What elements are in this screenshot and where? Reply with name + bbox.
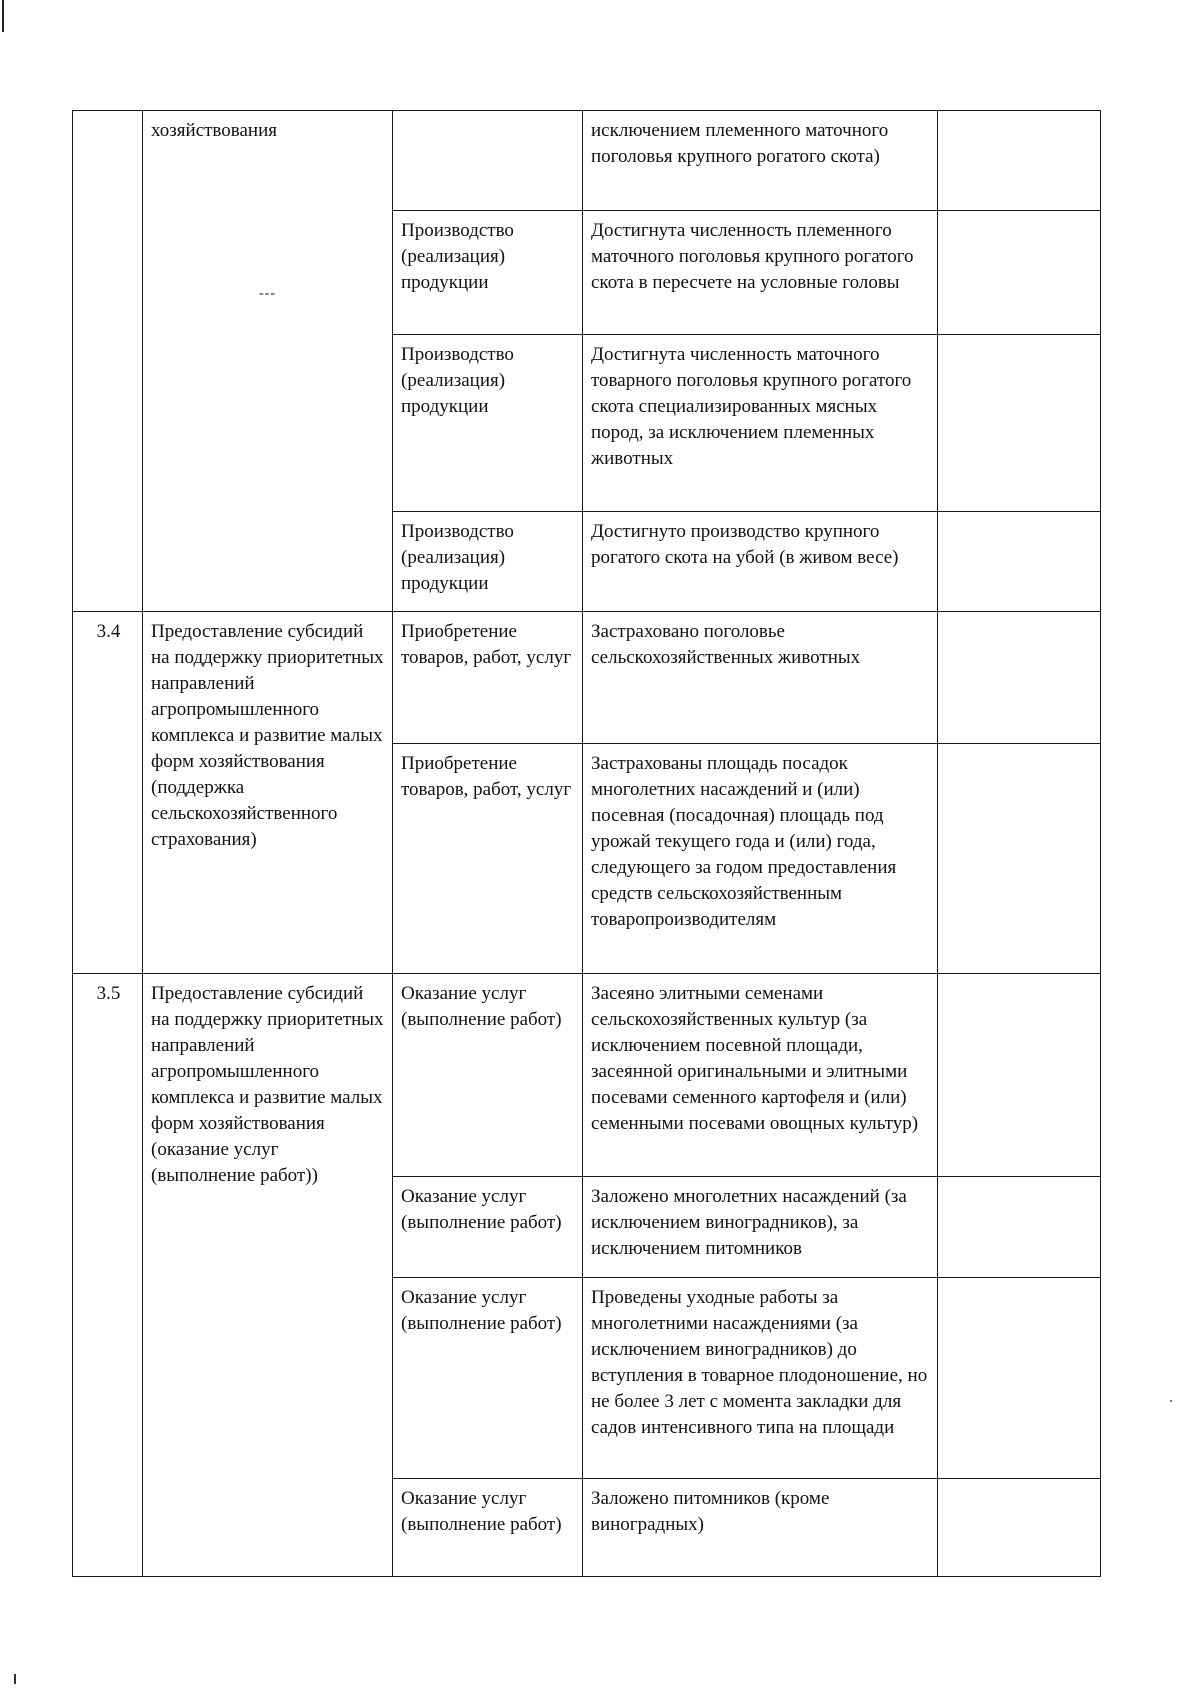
result-text-cell: Заложено питомников (кроме виноградных) (583, 1479, 938, 1577)
measures-table (72, 110, 1101, 1577)
result-text-cell: Застраховано поголовье сельскохозяйственных животных (583, 612, 938, 744)
table-row (73, 974, 1101, 1177)
empty-value-cell (938, 612, 1101, 744)
section-name-cell (143, 111, 393, 612)
result-type-cell: Производство (реализация) продукции (393, 512, 583, 612)
section-name-cell: Предоставление субсидий на поддержку приоритетных направлений агропромышленного комплекса и развитие малых форм хозяйствования (поддержка сельскохозяйственного страхования) (143, 612, 393, 974)
table-row (73, 111, 1101, 211)
dash-mark: --- (259, 286, 276, 301)
result-type-cell: Производство (реализация) продукции (393, 211, 583, 335)
result-text-cell: Достигнуто производство крупного рогатого скота на убой (в живом весе) (583, 512, 938, 612)
section-name-cell: Предоставление субсидий на поддержку приоритетных направлений агропромышленного комплекса и развитие малых форм хозяйствования (оказание услуг (выполнение работ)) (143, 974, 393, 1577)
result-type-cell: Оказание услуг (выполнение работ) (393, 1278, 583, 1479)
result-type-cell: Оказание услуг (выполнение работ) (393, 974, 583, 1177)
empty-value-cell (938, 1479, 1101, 1577)
empty-value-cell (938, 111, 1101, 211)
result-text-cell: Достигнута численность маточного товарного поголовья крупного рогатого скота специализированных мясных пород, за исключением племенных животных (583, 335, 938, 512)
result-text-cell: Засеяно элитными семенами сельскохозяйственных культур (за исключением посевной площади, засеянной оригинальными и элитными посевами семенного картофеля и (или) семенными посевами овощных культур) (583, 974, 938, 1177)
result-type-cell: Оказание услуг (выполнение работ) (393, 1479, 583, 1577)
table-row (73, 612, 1101, 744)
result-text-cell: Проведены уходные работы за многолетними насаждениями (за исключением виноградников) до вступления в товарное плодоношение, но не более 3 лет с момента закладки для садов интенсивного типа на площади (583, 1278, 938, 1479)
empty-value-cell (938, 335, 1101, 512)
row-number-cell (73, 111, 143, 612)
empty-value-cell (938, 1278, 1101, 1479)
result-type-cell: Приобретение товаров, работ, услуг (393, 612, 583, 744)
empty-value-cell (938, 211, 1101, 335)
result-type-cell: Приобретение товаров, работ, услуг (393, 744, 583, 974)
result-text-cell: Достигнута численность племенного маточного поголовья крупного рогатого скота в пересчете на условные головы (583, 211, 938, 335)
result-type-cell: Производство (реализация) продукции (393, 335, 583, 512)
scan-speck (1170, 1400, 1172, 1402)
result-type-cell: Оказание услуг (выполнение работ) (393, 1177, 583, 1278)
scan-edge-mark (2, 0, 4, 32)
empty-value-cell (938, 1177, 1101, 1278)
row-number-cell: 3.5 (73, 974, 143, 1577)
result-type-cell (393, 111, 583, 211)
result-text-cell: Заложено многолетних насаждений (за исключением виноградников), за исключением питомников (583, 1177, 938, 1278)
empty-value-cell (938, 744, 1101, 974)
result-text-cell: Застрахованы площадь посадок многолетних насаждений и (или) посевная (посадочная) площадь под урожай текущего года и (или) года, следующего за годом предоставления средств сельскохозяйственным товаропроизводителям (583, 744, 938, 974)
row-number-cell: 3.4 (73, 612, 143, 974)
result-text-cell: исключением племенного маточного поголовья крупного рогатого скота) (583, 111, 938, 211)
scan-edge-mark (14, 1674, 16, 1684)
empty-value-cell (938, 512, 1101, 612)
section-name: хозяйствования (151, 120, 277, 141)
empty-value-cell (938, 974, 1101, 1177)
